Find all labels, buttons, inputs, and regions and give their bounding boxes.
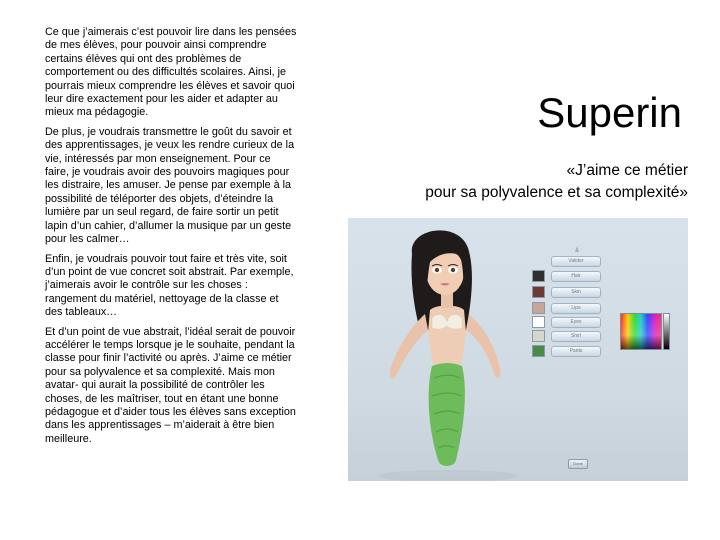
validate-button[interactable]: Valider (551, 256, 601, 267)
color-picker[interactable] (620, 313, 662, 350)
avatar-editor-screenshot (348, 218, 688, 481)
paragraph-2: De plus, je voudrais transmettre le goût du savoir et des apprentissages, je veux les rendre curieux de la vie, intéressés par mon enseignement. Pour ce faire, je voudrais avoir des pouvoirs magiques pour les distraire, les amuser. Je pense par exemple à la possibilité de téléporter des objets, d’éteindre la lumière par un seul regard, de faire sortir un petit lapin d’un cahier, d’allumer la musique par un geste pour les calmer… (45, 125, 295, 246)
paragraph-3: Enfin, je voudrais pouvoir tout faire et très vite, soit d’un point de vue concret soit abstrait. Par exemple, j’aimerais avoir le contrôle sur les choses : rangement du matériel, nettoyage de la classe et des tableaux… (45, 252, 294, 319)
page-title: Superin (537, 89, 682, 136)
shirt-button[interactable]: Shirt (551, 331, 601, 342)
swatch-hair-color[interactable] (532, 270, 545, 282)
swatch-pants-color[interactable] (532, 345, 545, 357)
skin-button[interactable]: Skin (551, 287, 601, 298)
article-text (45, 26, 297, 452)
brightness-slider[interactable] (663, 313, 670, 350)
quote (328, 160, 688, 204)
swatch-skin-color[interactable] (532, 286, 545, 298)
eyes-button[interactable]: Eyes (551, 317, 601, 328)
swatch-lips-color[interactable] (532, 302, 545, 314)
quote-line-2: pour sa polyvalence et sa complexité» (425, 184, 688, 201)
paragraph-1: Ce que j’aimerais c’est pouvoir lire dans les pensées de mes élèves, pour pouvoir ainsi comprendre certains élèves qui ont des problèmes de comportement ou des difficultés scolaires. Ainsi, je pourrais mieux comprendre les élèves et savoir quoi leur dire exactement pour les aider et adapter au mieux ma pédagogie. (45, 26, 297, 119)
lips-button[interactable]: Lips (551, 303, 601, 314)
swatch-shirt-color[interactable] (532, 330, 545, 342)
swatch-eyes-color[interactable] (532, 316, 545, 328)
quote-line-1: «J’aime ce métier (566, 162, 688, 179)
done-button[interactable]: Done (568, 459, 588, 469)
hair-button[interactable]: Hair (551, 271, 601, 282)
pants-button[interactable]: Pants (551, 346, 601, 357)
paragraph-4: Et d’un point de vue abstrait, l’idéal serait de pouvoir accélérer le temps lorsque je le souhaite, pendant la classe pour finir l’activité ou après. J’aime ce métier pour sa polyvalence et sa complexité. Mais mon avatar- qui aurait la possibilité de contrôler les choses, de les maîtriser, tout en étant une bonne pédagogue et d’aider tous les élèves sans exception dans les apprentissages – m’aiderait à être bien meilleure. (45, 325, 296, 445)
